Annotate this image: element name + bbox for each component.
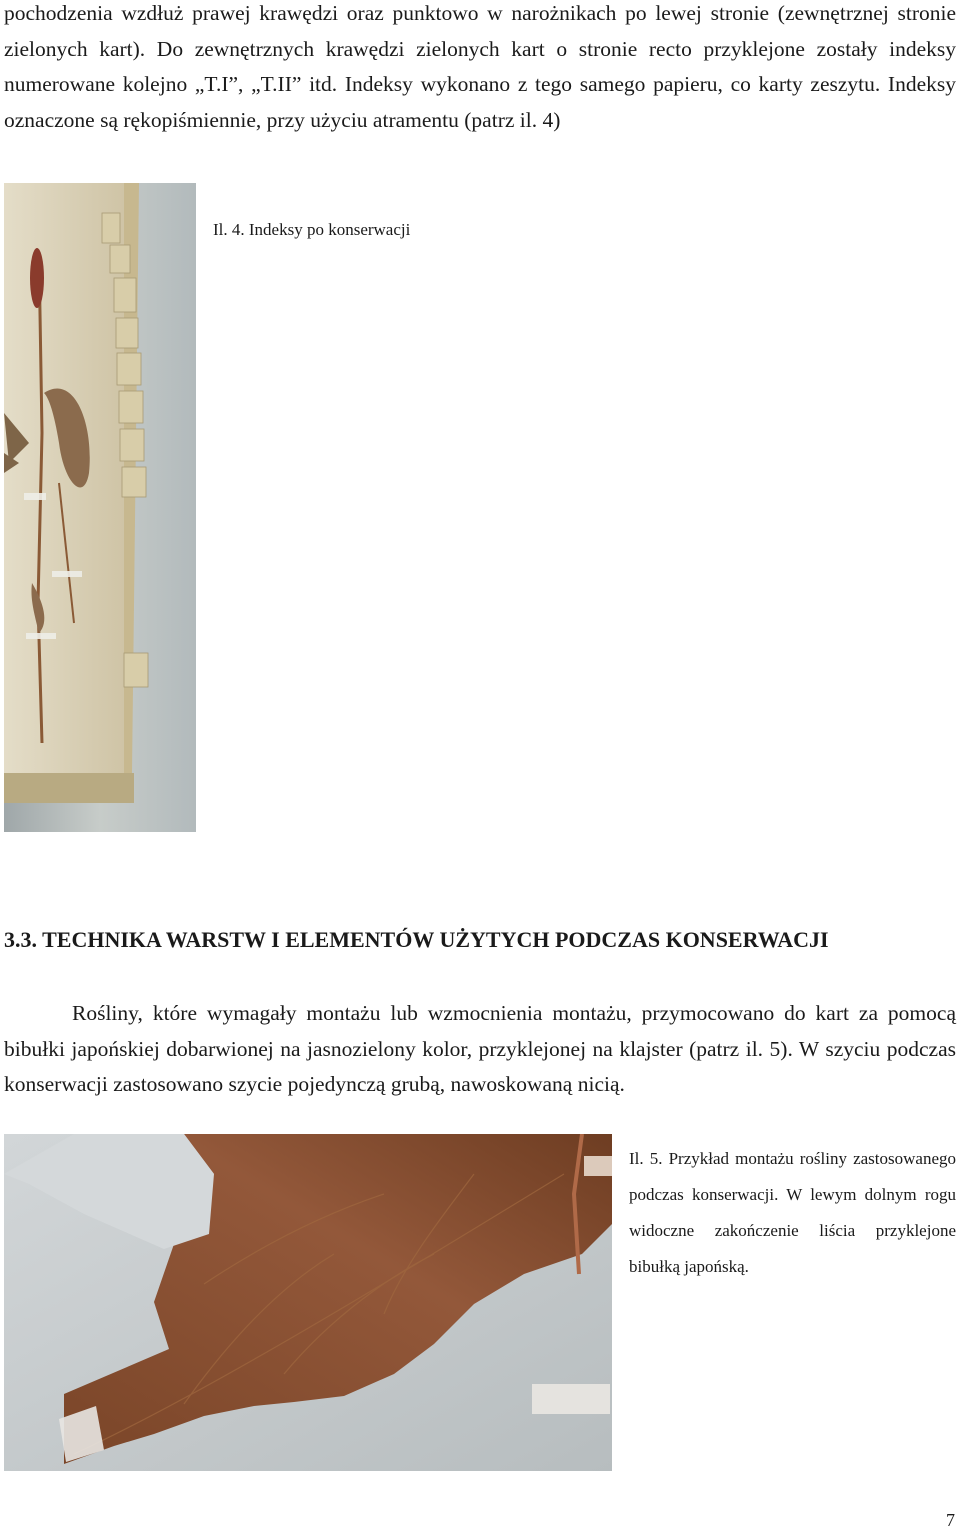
technique-paragraph: Rośliny, które wymagały montażu lub wzmocnienia montażu, przymocowano do kart za pomocą bibułki japońskiej dobarwionej na jasnozielony kolor, przyklejonej na klajster (patrz il. 5). W szyciu podczas konserwacji zastosowano szycie pojedynczą grubą, nawoskowaną nicią. (4, 1001, 956, 1096)
section-title: TECHNIKA WARSTW I ELEMENTÓW UŻYTYCH PODCZAS KONSERWACJI (42, 927, 829, 952)
page-number: 7 (946, 1510, 955, 1530)
section-number: 3.3. (4, 927, 37, 952)
intro-paragraph: pochodzenia wzdłuż prawej krawędzi oraz punktowo w narożnikach po lewej stronie (zewnętrznej stronie zielonych kart). Do zewnętrznych krawędzi zielonych kart o stronie recto przyklejone zostały indeksy numerowane kolejno „T.I”, „T.II” itd. Indeksy wykonano z tego samego papieru, co karty zeszytu. Indeksy oznaczone są rękopiśmiennie, przy użyciu atramentu (patrz il. 4) (4, 1, 956, 132)
herbarium-index-photo (4, 183, 196, 832)
figure-4-caption: Il. 4. Indeksy po konserwacji (213, 220, 411, 239)
section-heading (4, 922, 829, 958)
leaf-mount-photo (4, 1134, 612, 1471)
figure-5-caption: Il. 5. Przykład montażu rośliny zastosowanego podczas konserwacji. W lewym dolnym rogu widoczne zakończenie liścia przyklejone bibułką japońską. (629, 1149, 956, 1276)
